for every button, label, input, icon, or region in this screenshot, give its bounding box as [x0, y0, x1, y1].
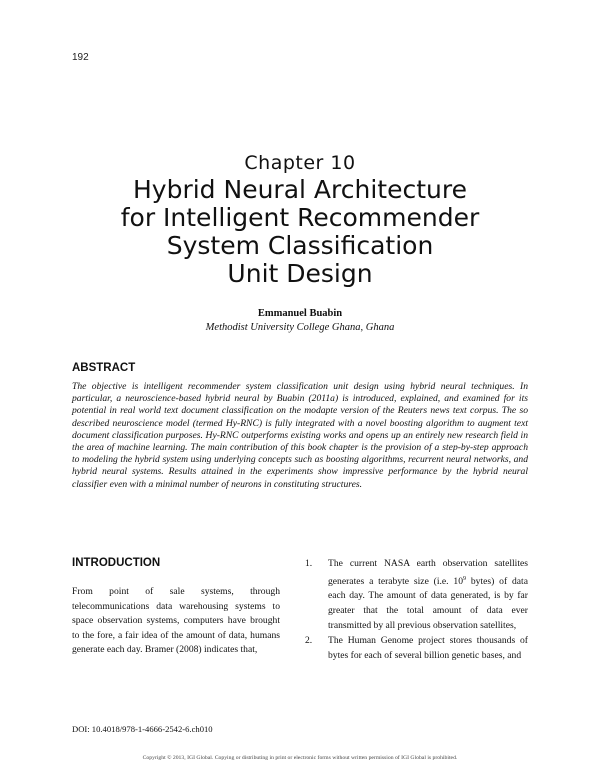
doi: DOI: 10.4018/978-1-4666-2542-6.ch010 [72, 724, 213, 734]
list-item [305, 634, 528, 663]
introduction-heading: INTRODUCTION [72, 557, 161, 569]
chapter-title [60, 176, 540, 288]
list-item [305, 557, 528, 633]
title-line: Unit Design [227, 259, 373, 288]
abstract-heading: ABSTRACT [72, 362, 136, 374]
superscript: 9 [463, 575, 467, 582]
list-item-text: The current NASA earth observation satellites generates a terabyte size (i.e. $10^9$ bytes) of data each day. The amount of data generated, is by far greater that the total amount of data ever transmitted by all previous observation satellites, [328, 558, 528, 631]
title-line: System Classification [166, 231, 434, 260]
page-number: 192 [72, 52, 89, 63]
list-item-number: 2. [305, 635, 313, 647]
list-item-number: 1. [305, 558, 313, 569]
chapter-label: Chapter 10 [244, 152, 356, 174]
author-affiliation: Methodist University College Ghana, Ghana [205, 322, 395, 333]
numbered-list [305, 557, 528, 664]
author-name: Emmanuel Buabin [257, 308, 343, 319]
copyright-notice: Copyright © 2013, IGI Global. Copying or distributing in print or electronic forms without written permission of IGI Global is prohibited. [142, 755, 458, 761]
introduction-paragraph: From point of sale systems, through telecommunications data warehousing systems to space observation systems, computers have brought to the fore, a fair idea of the amount of data, humans generate each day. Bramer (2008) indicates that, [72, 586, 280, 656]
list-item-text: The Human Genome project stores thousands of bytes for each of several billion genetic bases, and [328, 635, 528, 661]
title-line: Hybrid Neural Architecture [133, 175, 467, 204]
title-line: for Intelligent Recommender [120, 203, 480, 232]
abstract-text: The objective is intelligent recommender system classification unit design using hybrid neural techniques. In particular, a neuroscience-based hybrid neural by Buabin (2011a) is introduced, explained, and examined for its potential in real world text document classification on the modapte version of the Reuters news text corpus. The so described neuroscience model (termed Hy-RNC) is fully integrated with a novel boosting algorithm to augment text document classification purposes. Hy-RNC outperforms existing works and opens up an entirely new research field in the area of machine learning. The main contribution of this book chapter is the provision of a step-by-step approach to modeling the hybrid system using underlying concepts such as boosting algorithms, recurrent neural networks, and hybrid neural systems. Results attained in the experiments show impressive performance by the hybrid neural classifier even with a minimal number of neurons in constituting structures. [72, 381, 528, 490]
